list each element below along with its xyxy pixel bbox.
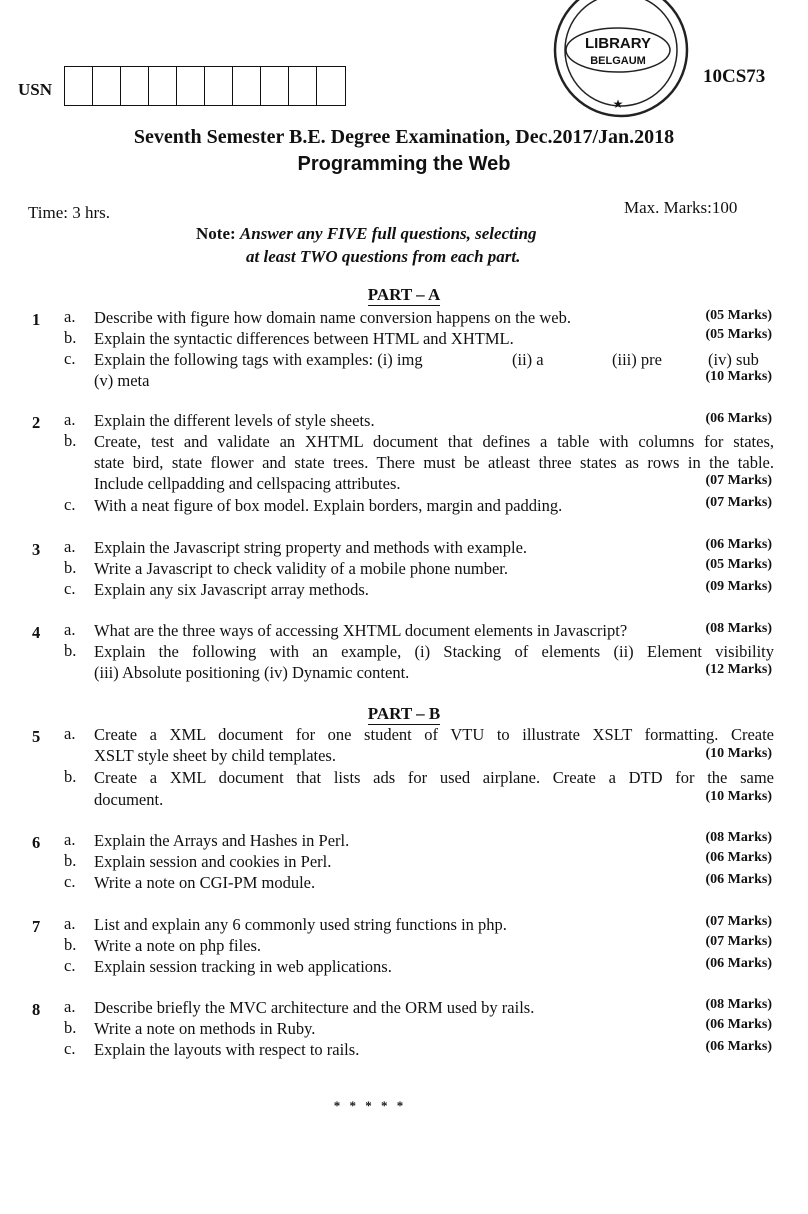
question-text: Explain session tracking in web applications. <box>94 957 392 976</box>
question-text: Write a note on php files. <box>94 936 262 955</box>
marks: (06 Marks) <box>705 1017 772 1032</box>
marks: (08 Marks) <box>705 830 772 845</box>
marks: (05 Marks) <box>705 557 772 572</box>
marks: (08 Marks) <box>705 997 772 1012</box>
question-text: Describe with figure how domain name conversion happens on the web. <box>94 308 571 327</box>
usn-box <box>233 67 261 105</box>
note-label: Note: <box>196 224 236 243</box>
usn-box <box>261 67 289 105</box>
marks: (06 Marks) <box>705 850 772 865</box>
question-text: Explain the Arrays and Hashes in Perl. <box>94 831 350 850</box>
sub-label: c. <box>64 872 76 891</box>
part-a-heading: PART – A <box>367 285 441 304</box>
marks: (06 Marks) <box>705 411 772 426</box>
marks: (06 Marks) <box>705 1039 772 1054</box>
question-text: With a neat figure of box model. Explain borders, margin and padding. <box>94 496 563 515</box>
marks: (10 Marks) <box>705 369 772 384</box>
usn-box <box>177 67 205 105</box>
usn-box <box>121 67 149 105</box>
library-stamp <box>552 0 690 126</box>
sub-label: c. <box>64 1039 76 1058</box>
sub-label: a. <box>64 307 76 326</box>
sub-label: a. <box>64 410 76 429</box>
time-allowed: Time: 3 hrs. <box>28 203 111 222</box>
question-text: (ii) a <box>512 350 544 369</box>
marks: (12 Marks) <box>705 662 772 677</box>
usn-box <box>289 67 317 105</box>
marks: (07 Marks) <box>705 934 772 949</box>
question-text: Explain the Javascript string property and methods with example. <box>94 538 528 557</box>
instructions-note <box>196 222 537 268</box>
course-code: 10CS73 <box>703 66 766 87</box>
marks: (08 Marks) <box>705 621 772 636</box>
question-text: (iii) Absolute positioning (iv) Dynamic content. <box>94 663 410 682</box>
note-line-2: at least TWO questions from each part. <box>246 247 521 266</box>
question-number: 4 <box>32 623 41 642</box>
question-number: 1 <box>32 310 41 329</box>
question-text: Explain session and cookies in Perl. <box>94 852 332 871</box>
marks: (10 Marks) <box>705 746 772 761</box>
marks: (09 Marks) <box>705 579 772 594</box>
sub-label: a. <box>64 724 76 743</box>
subject-title: Programming the Web <box>297 153 511 175</box>
question-text: Describe briefly the MVC architecture and the ORM used by rails. <box>94 998 535 1017</box>
stamp-text-top: LIBRARY <box>584 35 652 52</box>
question-text: Explain any six Javascript array methods. <box>94 580 369 599</box>
usn-label: USN <box>18 80 53 99</box>
question-text: Explain the layouts with respect to rails. <box>94 1040 360 1059</box>
question-number: 5 <box>32 727 41 746</box>
stamp-text-bottom: BELGAUM <box>590 55 646 67</box>
question-text: document. <box>94 790 164 809</box>
question-text: (iii) pre <box>612 350 662 369</box>
usn-box <box>317 67 345 105</box>
sub-label: a. <box>64 620 76 639</box>
sub-label: c. <box>64 956 76 975</box>
question-text: Create a XML document for one student of VTU to illustrate XSLT formatting. Create <box>94 725 774 744</box>
svg-text:★: ★ <box>612 97 624 111</box>
question-text: XSLT style sheet by child templates. <box>94 746 336 765</box>
max-marks: Max. Marks:100 <box>624 198 738 217</box>
sub-label: c. <box>64 579 76 598</box>
question-text: state bird, state flower and state trees. There must be atleast three states as rows in the table. <box>94 453 774 472</box>
question-text: Explain the syntactic differences between HTML and XHTML. <box>94 329 514 348</box>
part-b-heading: PART – B <box>367 704 441 723</box>
sub-label: b. <box>64 851 77 870</box>
marks: (06 Marks) <box>705 956 772 971</box>
sub-label: c. <box>64 495 76 514</box>
question-text: Write a note on CGI-PM module. <box>94 873 316 892</box>
question-text: Explain the different levels of style sheets. <box>94 411 375 430</box>
note-line-1: Answer any FIVE full questions, selecting <box>239 224 537 243</box>
sub-label: a. <box>64 997 76 1016</box>
usn-box <box>65 67 93 105</box>
question-number: 6 <box>32 833 41 852</box>
usn-box <box>205 67 233 105</box>
sub-label: a. <box>64 830 76 849</box>
question-text: Create a XML document that lists ads for used airplane. Create a DTD for the same <box>94 768 774 787</box>
marks: (06 Marks) <box>705 537 772 552</box>
usn-box <box>149 67 177 105</box>
sub-label: c. <box>64 349 76 368</box>
question-text: Explain the following with an example, (i) Stacking of elements (ii) Element visibility <box>94 642 774 661</box>
question-text: What are the three ways of accessing XHTML document elements in Javascript? <box>94 621 628 640</box>
question-text: (iv) sub <box>708 350 759 369</box>
marks: (06 Marks) <box>705 872 772 887</box>
question-number: 8 <box>32 1000 41 1019</box>
marks: (10 Marks) <box>705 789 772 804</box>
sub-label: a. <box>64 537 76 556</box>
sub-label: b. <box>64 1018 77 1037</box>
sub-label: a. <box>64 914 76 933</box>
question-text: Write a note on methods in Ruby. <box>94 1019 316 1038</box>
marks: (05 Marks) <box>705 327 772 342</box>
marks: (05 Marks) <box>705 308 772 323</box>
marks: (07 Marks) <box>705 473 772 488</box>
exam-title: Seventh Semester B.E. Degree Examination, Dec.2017/Jan.2018 <box>133 126 675 148</box>
marks: (07 Marks) <box>705 914 772 929</box>
question-number: 2 <box>32 413 41 432</box>
sub-label: b. <box>64 935 77 954</box>
sub-label: b. <box>64 431 77 450</box>
question-text: (v) meta <box>94 371 150 390</box>
usn-box <box>93 67 121 105</box>
question-number: 3 <box>32 540 41 559</box>
sub-label: b. <box>64 641 77 660</box>
marks: (07 Marks) <box>705 495 772 510</box>
end-stars: * * * * * <box>333 1098 407 1113</box>
question-text: Create, test and validate an XHTML document that defines a table with columns for states, <box>94 432 774 451</box>
question-text: Explain the following tags with examples: (i) img <box>94 350 423 369</box>
sub-label: b. <box>64 558 77 577</box>
usn-box-grid <box>64 66 346 106</box>
question-text: Write a Javascript to check validity of a mobile phone number. <box>94 559 508 578</box>
sub-label: b. <box>64 328 77 347</box>
question-number: 7 <box>32 917 41 936</box>
question-text: List and explain any 6 commonly used string functions in php. <box>94 915 507 934</box>
question-text: Include cellpadding and cellspacing attributes. <box>94 474 401 493</box>
sub-label: b. <box>64 767 77 786</box>
